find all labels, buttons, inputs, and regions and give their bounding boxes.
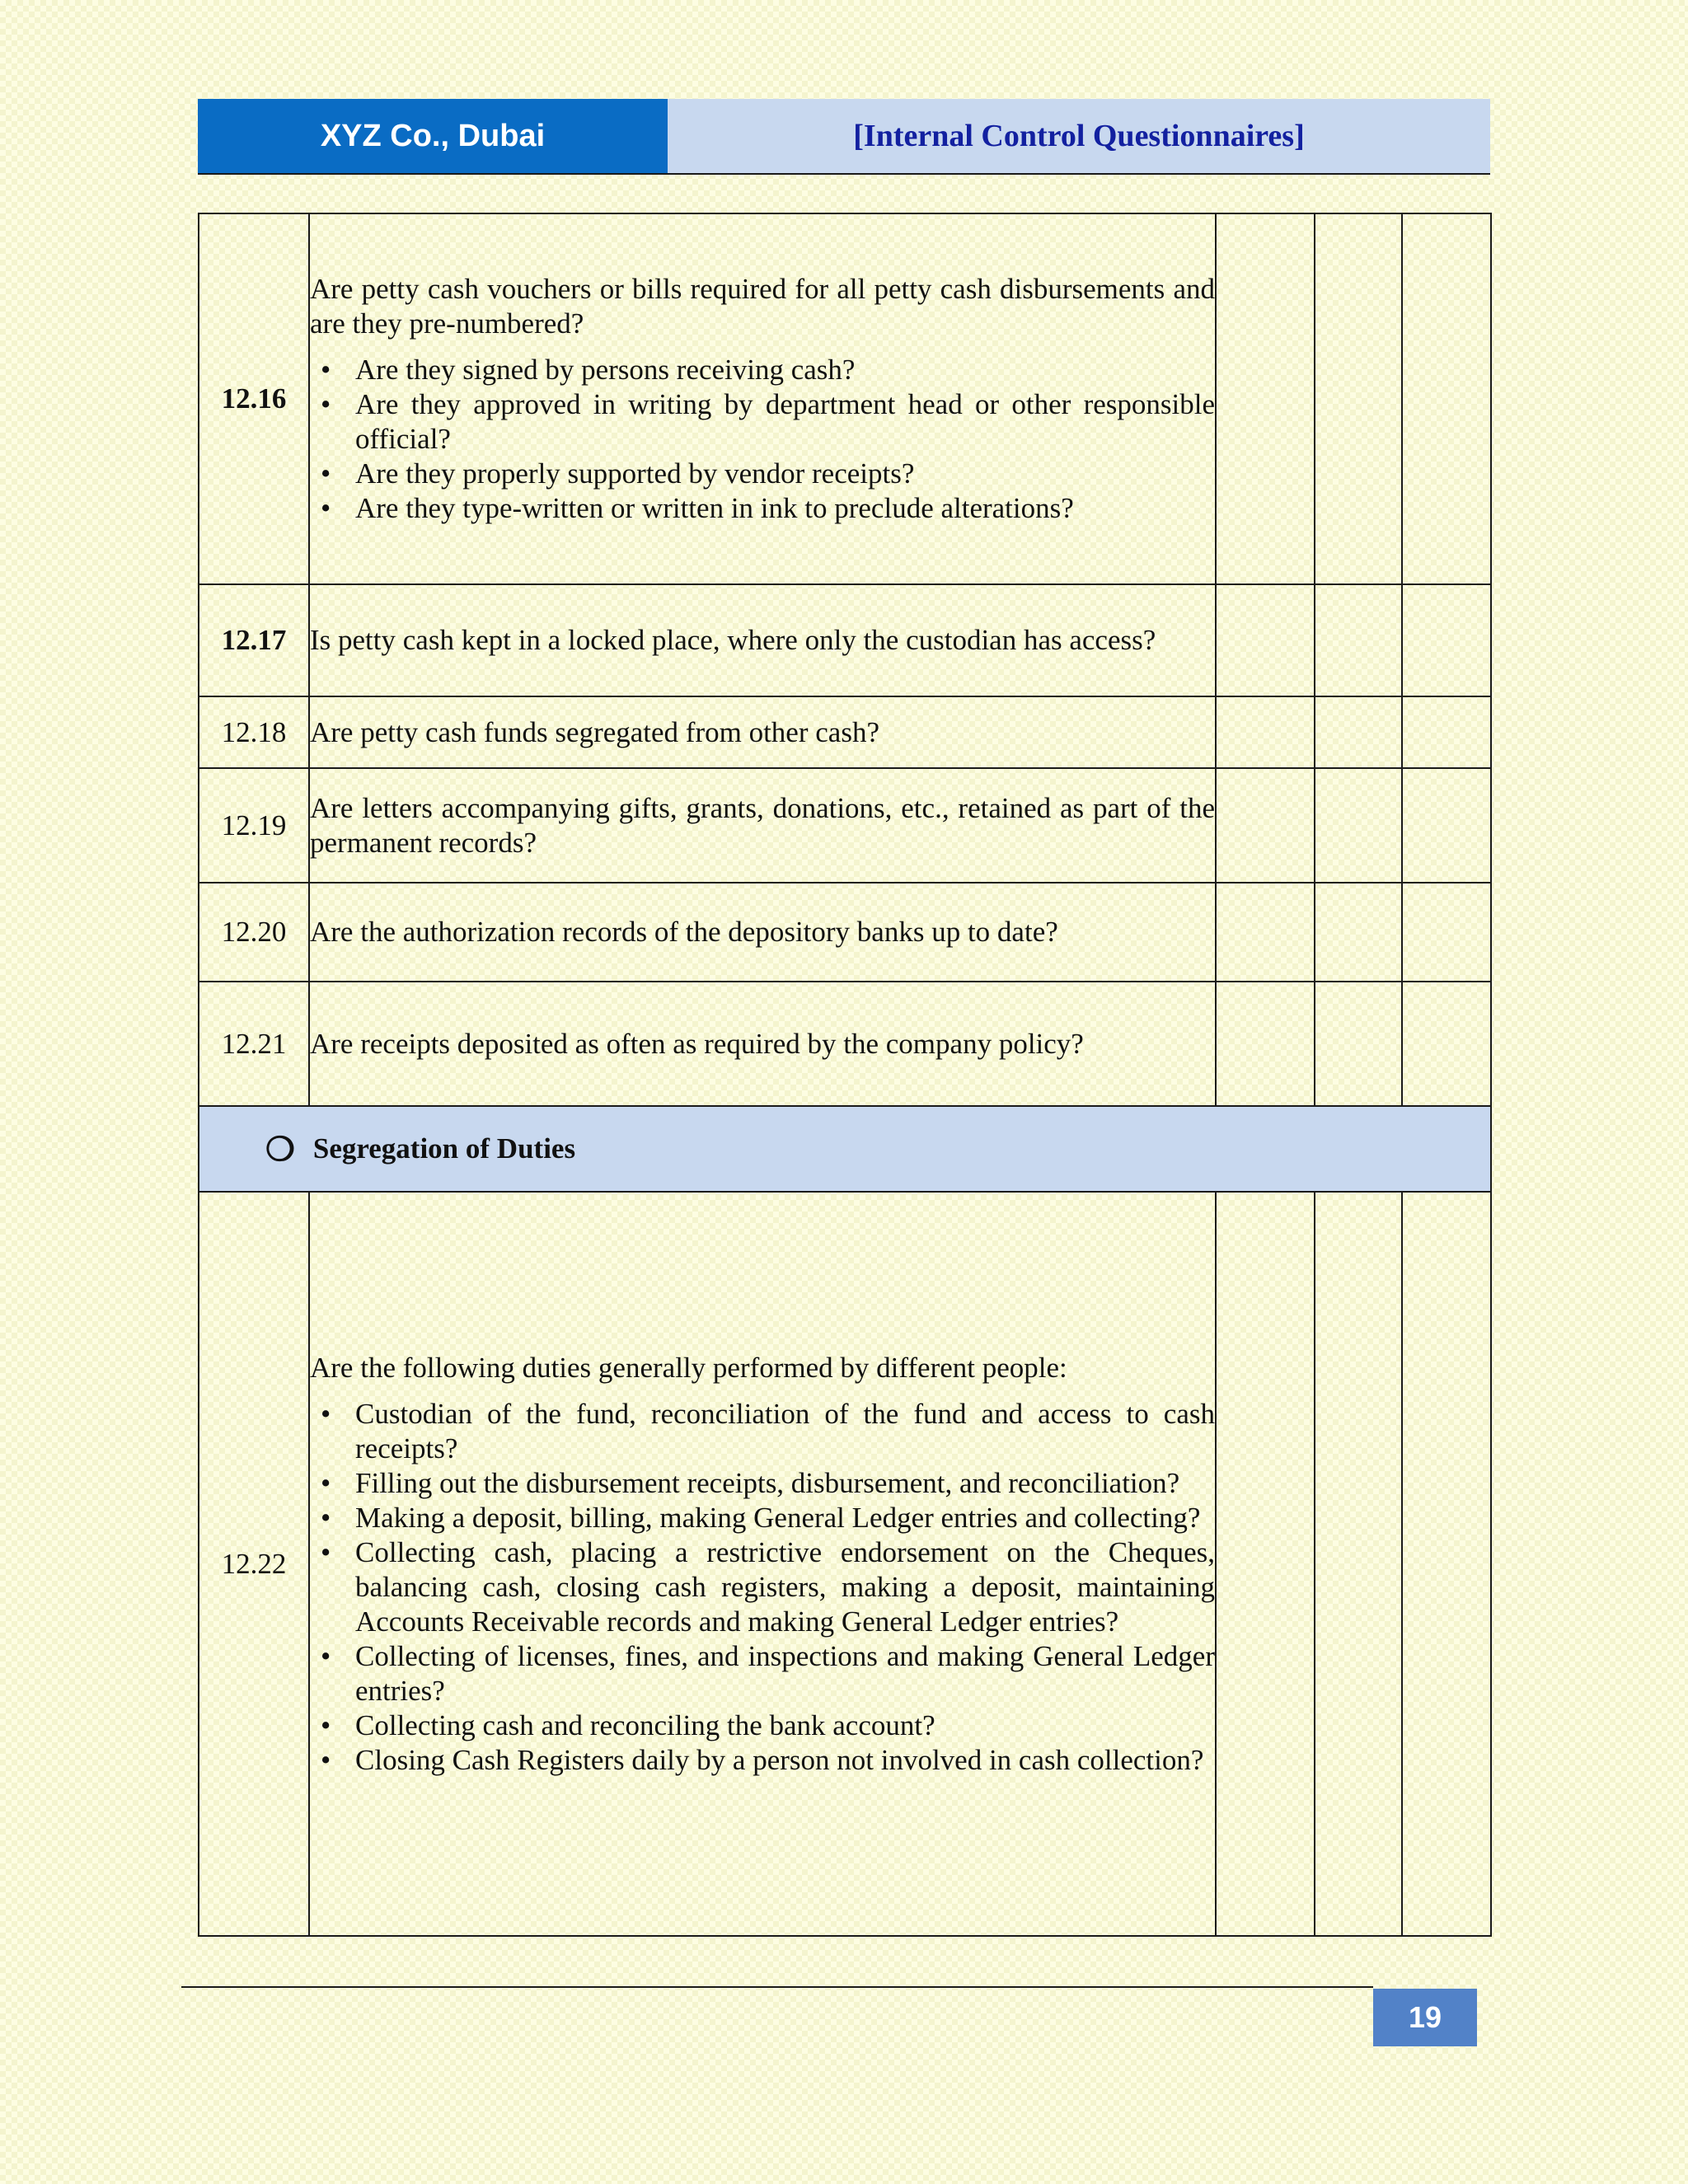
answer-cell[interactable]: [1402, 584, 1491, 696]
question-cell: [309, 584, 1216, 696]
answer-cell[interactable]: [1315, 696, 1402, 768]
question-text: Are the authorization records of the depository banks up to date?: [310, 916, 1058, 948]
question-text: Are petty cash vouchers or bills required for all petty cash disbursements and are they pre-numbered?: [310, 273, 1215, 340]
sub-question-list: [310, 1397, 1215, 1778]
list-item: • Closing Cash Registers daily by a person not involved in cash collection?: [355, 1743, 1215, 1778]
list-item: • Are they type-written or written in ink to preclude alterations?: [355, 491, 1215, 526]
list-item: • Custodian of the fund, reconciliation of the fund and access to cash receipts?: [355, 1397, 1215, 1466]
answer-cell[interactable]: [1216, 883, 1315, 982]
sub-question-list: [310, 353, 1215, 526]
footer-divider: [181, 1986, 1373, 1988]
page-number: 19: [1373, 1989, 1477, 2046]
item-number: 12.18: [199, 696, 309, 768]
answer-cell[interactable]: [1216, 1192, 1315, 1936]
hollow-circle-icon: ❍: [265, 1130, 295, 1168]
list-item: • Are they approved in writing by department head or other responsible official?: [355, 387, 1215, 457]
table-row: [199, 213, 1491, 584]
question-cell: [309, 696, 1216, 768]
table-row: [199, 1192, 1491, 1936]
item-number: 12.16: [199, 213, 309, 584]
document-title: [Internal Control Questionnaires]: [668, 99, 1490, 173]
answer-cell[interactable]: [1315, 883, 1402, 982]
item-number: 12.17: [199, 584, 309, 696]
answer-cell[interactable]: [1216, 584, 1315, 696]
list-item: • Collecting cash, placing a restrictive endorsement on the Cheques, balancing cash, closing cash registers, making a deposit, maintaining Accounts Receivable records and making General Ledger entries?: [355, 1535, 1215, 1639]
table-row: [199, 883, 1491, 982]
question-text: Are letters accompanying gifts, grants, donations, etc., retained as part of the permanent records?: [310, 791, 1215, 859]
answer-cell[interactable]: [1315, 213, 1402, 584]
table-row: [199, 696, 1491, 768]
question-cell: [309, 982, 1216, 1106]
list-item: • Collecting of licenses, fines, and inspections and making General Ledger entries?: [355, 1639, 1215, 1708]
answer-cell[interactable]: [1402, 213, 1491, 584]
answer-cell[interactable]: [1402, 883, 1491, 982]
list-item: • Filling out the disbursement receipts, disbursement, and reconciliation?: [355, 1466, 1215, 1501]
answer-cell[interactable]: [1315, 982, 1402, 1106]
item-number: 12.21: [199, 982, 309, 1106]
answer-cell[interactable]: [1216, 768, 1315, 883]
item-number: 12.22: [199, 1192, 309, 1936]
question-text: Is petty cash kept in a locked place, where only the custodian has access?: [310, 624, 1156, 656]
section-header-row: [199, 1106, 1491, 1192]
answer-cell[interactable]: [1402, 696, 1491, 768]
section-header: [199, 1106, 1491, 1192]
answer-cell[interactable]: [1216, 213, 1315, 584]
answer-cell[interactable]: [1315, 584, 1402, 696]
answer-cell[interactable]: [1402, 982, 1491, 1106]
list-item: • Making a deposit, billing, making General Ledger entries and collecting?: [355, 1501, 1215, 1535]
question-text: Are petty cash funds segregated from other cash?: [310, 715, 879, 748]
answer-cell[interactable]: [1402, 1192, 1491, 1936]
answer-cell[interactable]: [1315, 1192, 1402, 1936]
table-row: [199, 768, 1491, 883]
questionnaire-table: [198, 213, 1492, 1937]
answer-cell[interactable]: [1216, 982, 1315, 1106]
list-item: • Collecting cash and reconciling the bank account?: [355, 1708, 1215, 1743]
item-number: 12.20: [199, 883, 309, 982]
table-row: [199, 982, 1491, 1106]
item-number: 12.19: [199, 768, 309, 883]
answer-cell[interactable]: [1216, 696, 1315, 768]
company-name: XYZ Co., Dubai: [198, 99, 668, 173]
question-text: Are the following duties generally performed by different people:: [310, 1351, 1067, 1384]
section-title: Segregation of Duties: [312, 1132, 576, 1165]
question-text: Are receipts deposited as often as required by the company policy?: [310, 1027, 1084, 1060]
question-cell: [309, 768, 1216, 883]
answer-cell[interactable]: [1315, 768, 1402, 883]
list-item: • Are they properly supported by vendor receipts?: [355, 457, 1215, 491]
question-cell: [309, 883, 1216, 982]
answer-cell[interactable]: [1402, 768, 1491, 883]
list-item: • Are they signed by persons receiving cash?: [355, 353, 1215, 387]
question-cell: [309, 1192, 1216, 1936]
page-header: [198, 99, 1490, 175]
question-cell: [309, 213, 1216, 584]
table-row: [199, 584, 1491, 696]
